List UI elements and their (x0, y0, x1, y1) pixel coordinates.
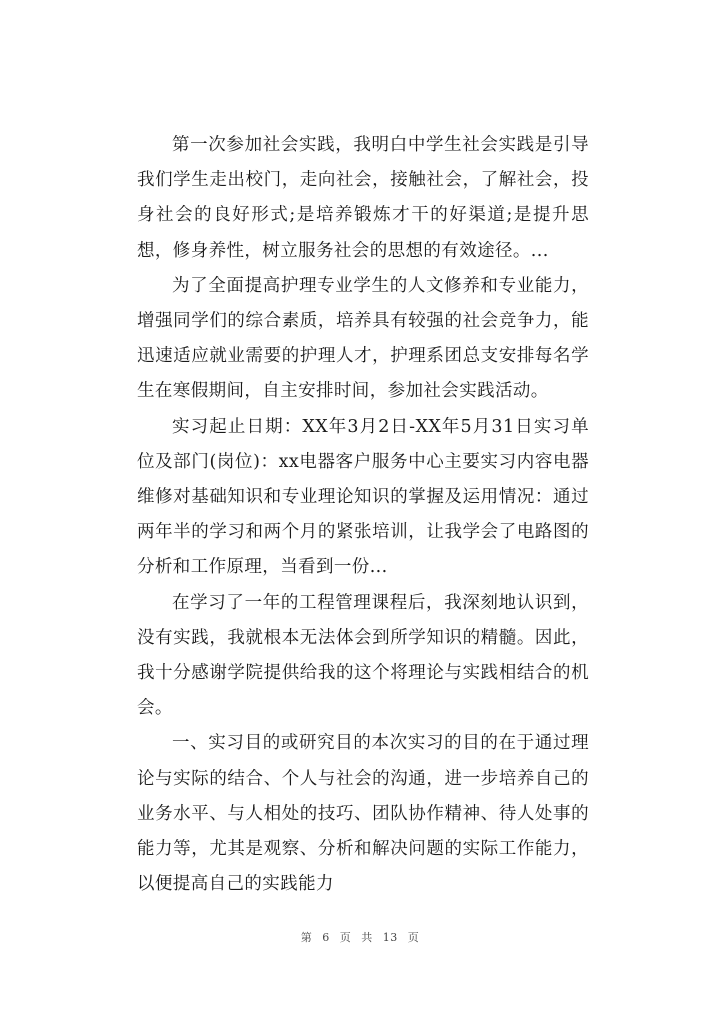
paragraph: 在学习了一年的工程管理课程后，我深刻地认识到，没有实践，我就根本无法体会到所学知识的精髓。因此，我十分感谢学院提供给我的这个将理论与实践相结合的机会。 (137, 592, 589, 719)
document-body (137, 128, 589, 902)
paragraph: 为了全面提高护理专业学生的人文修养和专业能力，增强同学们的综合素质，培养具有较强的社会竞争力，能迅速适应就业需要的护理人才，护理系团总支安排每名学生在寒假期间，自主安排时间，参加社会实践活动。 (137, 275, 589, 402)
page-number-footer: 第 6 页 共 13 页 (300, 931, 420, 944)
paragraph: 实习起止日期：XX年3月2日-XX年5月31日实习单位及部门(岗位)：xx电器客户服务中心主要实习内容电器维修对基础知识和专业理论知识的掌握及运用情况：通过两年半的学习和两个月的紧张培训，让我学会了电路图的分析和工作原理，当看到一份... (137, 416, 589, 578)
paragraph: 第一次参加社会实践，我明白中学生社会实践是引导我们学生走出校门，走向社会，接触社会，了解社会，投身社会的良好形式;是培养锻炼才干的好渠道;是提升思想，修身养性，树立服务社会的思想的有效途径。... (137, 135, 589, 261)
paragraph: 一、实习目的或研究目的本次实习的目的在于通过理论与实际的结合、个人与社会的沟通，进一步培养自己的业务水平、与人相处的技巧、团队协作精神、待人处事的能力等，尤其是观察、分析和解决问题的实际工作能力，以便提高自己的实践能力 (137, 733, 589, 895)
